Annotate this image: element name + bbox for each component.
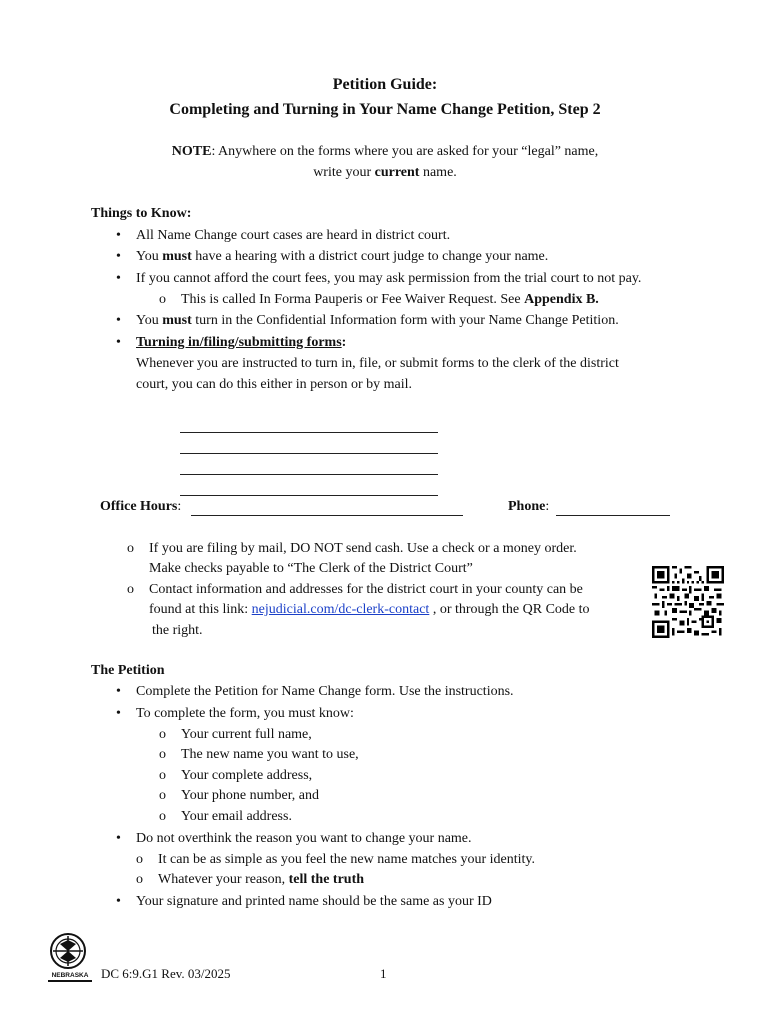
list-item-text: All Name Change court cases are heard in district court. bbox=[136, 228, 451, 243]
emphasis: Appendix B. bbox=[524, 292, 599, 307]
sub-list-item bbox=[136, 872, 365, 888]
list-item-text: Your signature and printed name should be the same as your ID bbox=[136, 894, 492, 909]
list-item-text: This is called In Forma Pauperis or Fee Waiver Request. See bbox=[181, 292, 525, 307]
note-label: NOTE bbox=[171, 144, 212, 159]
things-to-know-heading: Things to Know: bbox=[91, 206, 192, 221]
dc-clerk-contact-link[interactable]: nejudicial.com/dc-clerk-contact bbox=[251, 602, 430, 617]
list-item-text: , or through the QR Code to bbox=[429, 602, 590, 617]
phone-row bbox=[508, 499, 549, 515]
title-line-1: Petition Guide: bbox=[332, 76, 438, 93]
list-item bbox=[116, 831, 472, 847]
phone-blank[interactable] bbox=[556, 515, 670, 516]
title-line-2: Completing and Turning in Your Name Change Petition, Step 2 bbox=[169, 101, 601, 118]
sub-bullet-glyph: o bbox=[127, 582, 134, 597]
emphasis: must bbox=[162, 249, 192, 264]
sub-list-item bbox=[127, 582, 583, 598]
emphasis: must bbox=[162, 313, 192, 328]
sub-bullet-glyph: o bbox=[159, 292, 166, 307]
filing-heading: Turning in/filing/submitting forms bbox=[136, 335, 342, 350]
note-text-2-post: name. bbox=[419, 165, 457, 180]
colon: : bbox=[177, 499, 182, 514]
bullet-glyph: • bbox=[116, 271, 121, 286]
list-item-text: You bbox=[136, 313, 163, 328]
list-item-text: have a hearing with a district court judge to change your name. bbox=[191, 249, 549, 264]
list-item bbox=[116, 271, 642, 287]
list-item bbox=[116, 228, 451, 244]
sub-list-item bbox=[159, 788, 320, 804]
filing-text-1: Whenever you are instructed to turn in, file, or submit forms to the clerk of the district bbox=[136, 356, 619, 371]
list-item-text: You bbox=[136, 249, 163, 264]
bullet-glyph: • bbox=[116, 831, 121, 846]
note-text-2-bold: current bbox=[374, 165, 420, 180]
sub-bullet-glyph: o bbox=[159, 809, 166, 824]
list-item-text: If you cannot afford the court fees, you may ask permission from the trial court to not pay. bbox=[136, 271, 642, 286]
list-item bbox=[116, 249, 549, 265]
qr-code-icon[interactable] bbox=[652, 566, 724, 638]
form-id: DC 6:9.G1 Rev. 03/2025 bbox=[101, 966, 231, 981]
list-item-text: Contact information and addresses for the district court in your county can be bbox=[149, 582, 583, 597]
nebraska-judicial-seal-icon bbox=[46, 932, 94, 984]
office-hours-blank[interactable] bbox=[191, 515, 463, 516]
sub-bullet-glyph: o bbox=[136, 872, 143, 887]
list-item-text: It can be as simple as you feel the new name matches your identity. bbox=[158, 852, 535, 867]
note-line-1 bbox=[0, 144, 770, 160]
sub-list-item bbox=[159, 747, 359, 763]
list-item bbox=[116, 313, 619, 329]
list-item bbox=[116, 706, 354, 722]
sub-bullet-glyph: o bbox=[159, 768, 166, 783]
sub-list-item bbox=[159, 768, 313, 784]
mail-text-right: the right. bbox=[152, 623, 203, 638]
note-text-2-pre: write your bbox=[313, 165, 375, 180]
sub-bullet-glyph: o bbox=[159, 747, 166, 762]
bullet-glyph: • bbox=[116, 684, 121, 699]
petition-heading: The Petition bbox=[91, 663, 165, 678]
sub-list-item bbox=[127, 541, 577, 557]
address-blank-line-1[interactable] bbox=[180, 432, 438, 433]
list-item-text: Your complete address, bbox=[181, 768, 313, 783]
sub-list-item bbox=[159, 809, 292, 825]
list-item-text: Complete the Petition for Name Change form. Use the instructions. bbox=[136, 684, 514, 699]
page-number: 1 bbox=[380, 966, 387, 981]
sub-bullet-glyph: o bbox=[136, 852, 143, 867]
logo-text: NEBRASKA bbox=[51, 972, 89, 979]
office-hours-row bbox=[100, 499, 181, 515]
list-item-text: The new name you want to use, bbox=[181, 747, 359, 762]
colon: : bbox=[545, 499, 550, 514]
bullet-glyph: • bbox=[116, 228, 121, 243]
list-item-text: turn in the Confidential Information form with your Name Change Petition. bbox=[191, 313, 619, 328]
mail-text-2: Make checks payable to “The Clerk of the District Court” bbox=[149, 561, 473, 576]
list-item bbox=[116, 894, 492, 910]
emphasis: tell the truth bbox=[288, 872, 365, 887]
sub-bullet-glyph: o bbox=[159, 727, 166, 742]
bullet-glyph: • bbox=[116, 249, 121, 264]
list-item bbox=[116, 335, 347, 351]
address-blank-line-3[interactable] bbox=[180, 474, 438, 475]
list-item-text: Your phone number, and bbox=[181, 788, 320, 803]
sub-list-item bbox=[159, 292, 599, 308]
office-hours-label: Office Hours bbox=[100, 499, 178, 514]
list-item-text: Your current full name, bbox=[181, 727, 312, 742]
bullet-glyph: • bbox=[116, 313, 121, 328]
filing-heading-colon: : bbox=[341, 335, 347, 350]
bullet-glyph: • bbox=[116, 335, 121, 350]
sub-list-item bbox=[136, 852, 535, 868]
list-item-text: Do not overthink the reason you want to change your name. bbox=[136, 831, 472, 846]
list-item-text: found at this link: bbox=[149, 602, 252, 617]
note-line-2 bbox=[0, 165, 770, 181]
note-text-1: : Anywhere on the forms where you are asked for your “legal” name, bbox=[211, 144, 599, 159]
sub-bullet-glyph: o bbox=[159, 788, 166, 803]
list-item-text: Your email address. bbox=[181, 809, 292, 824]
list-item-text: To complete the form, you must know: bbox=[136, 706, 354, 721]
phone-label: Phone bbox=[508, 499, 546, 514]
bullet-glyph: • bbox=[116, 706, 121, 721]
filing-text-2: court, you can do this either in person or by mail. bbox=[136, 377, 413, 392]
list-item-text: If you are filing by mail, DO NOT send cash. Use a check or a money order. bbox=[149, 541, 577, 556]
mail-text-link-line bbox=[149, 602, 590, 618]
sub-bullet-glyph: o bbox=[127, 541, 134, 556]
bullet-glyph: • bbox=[116, 894, 121, 909]
address-blank-line-2[interactable] bbox=[180, 453, 438, 454]
address-blank-line-4[interactable] bbox=[180, 495, 438, 496]
list-item bbox=[116, 684, 514, 700]
sub-list-item bbox=[159, 727, 312, 743]
list-item-text: Whatever your reason, bbox=[158, 872, 289, 887]
